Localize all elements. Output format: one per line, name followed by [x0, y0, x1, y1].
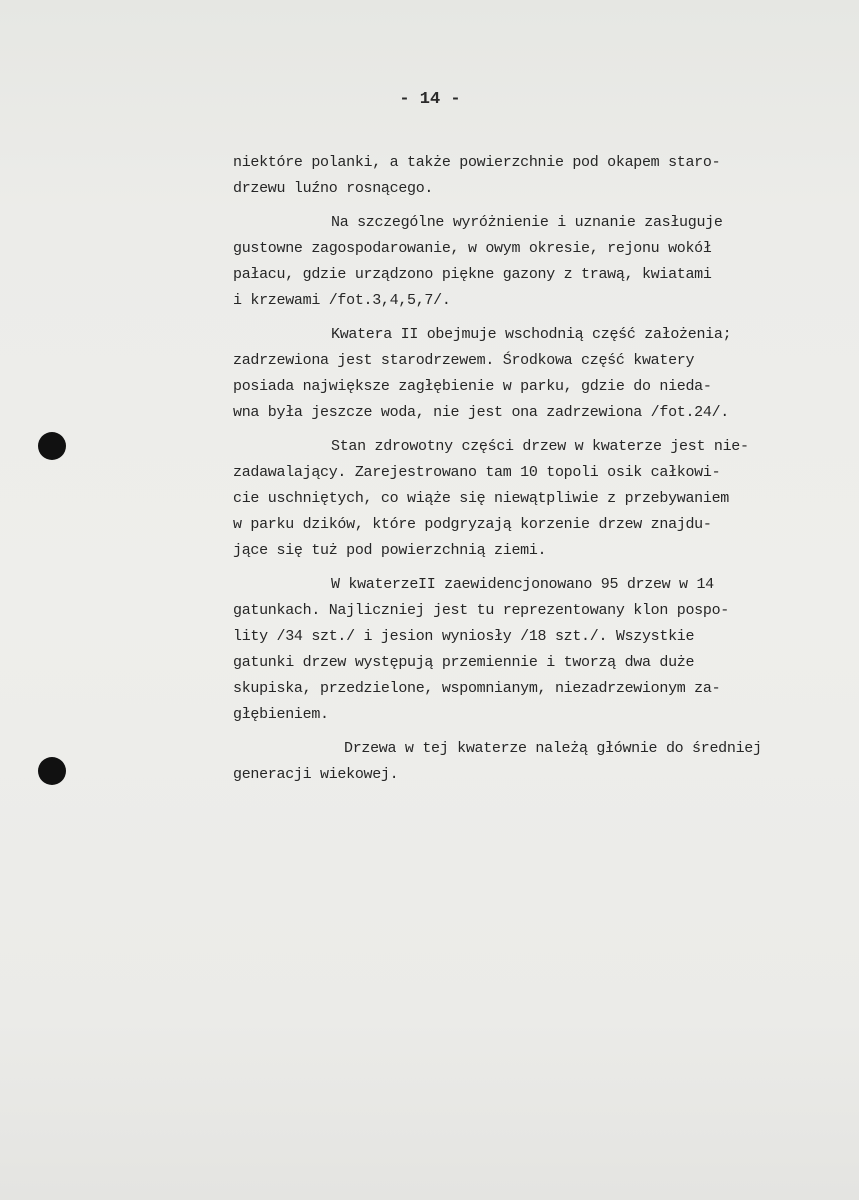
text-line: Na szczególne wyróżnienie i uznanie zasługuje — [331, 214, 723, 231]
text-line: Stan zdrowotny części drzew w kwaterze jest nie- — [331, 438, 749, 455]
text-line: w parku dzików, które podgryzają korzenie drzew znajdu- — [233, 516, 712, 533]
text-line: gatunki drzew występują przemiennie i tworzą dwa duże — [233, 654, 695, 671]
paragraph-1 — [233, 150, 833, 202]
text-line: Kwatera II obejmuje wschodnią część założenia; — [331, 326, 732, 343]
text-line: zadawalający. Zarejestrowano tam 10 topoli osik całkowi- — [233, 464, 721, 481]
text-line: lity /34 szt./ i jesion wyniosły /18 szt./. Wszystkie — [233, 628, 695, 645]
text-line: zadrzewiona jest starodrzewem. Środkowa część kwatery — [233, 352, 695, 369]
text-line: Drzewa w tej kwaterze należą głównie do średniej — [344, 740, 762, 757]
paragraph-6 — [233, 736, 833, 788]
paragraph-3 — [233, 322, 833, 426]
text-line: cie uschniętych, co wiąże się niewątpliwie z przebywaniem — [233, 490, 729, 507]
punch-hole-top — [38, 432, 66, 460]
text-line: pałacu, gdzie urządzono piękne gazony z trawą, kwiatami — [233, 266, 712, 283]
paragraph-2 — [233, 210, 833, 314]
punch-hole-bottom — [38, 757, 66, 785]
text-line: skupiska, przedzielone, wspomnianym, niezadrzewionym za- — [233, 680, 721, 697]
text-line: gatunkach. Najliczniej jest tu reprezentowany klon pospo- — [233, 602, 729, 619]
text-line: generacji wiekowej. — [233, 766, 399, 783]
text-line: i krzewami /fot.3,4,5,7/. — [233, 292, 451, 309]
text-line: wna była jeszcze woda, nie jest ona zadrzewiona /fot.24/. — [233, 404, 729, 421]
text-line: W kwaterzeII zaewidencjonowano 95 drzew w 14 — [331, 576, 714, 593]
paragraph-5 — [233, 572, 833, 728]
text-line: drzewu luźno rosnącego. — [233, 180, 434, 197]
text-line: gustowne zagospodarowanie, w owym okresie, rejonu wokół — [233, 240, 712, 257]
text-line: posiada największe zagłębienie w parku, gdzie do nieda- — [233, 378, 712, 395]
text-line: niektóre polanki, a także powierzchnie pod okapem staro- — [233, 154, 721, 171]
text-line: głębieniem. — [233, 706, 329, 723]
page-number: - 14 - — [399, 90, 461, 109]
paragraph-4 — [233, 434, 833, 564]
body-text — [233, 150, 833, 796]
text-line: jące się tuż pod powierzchnią ziemi. — [233, 542, 547, 559]
